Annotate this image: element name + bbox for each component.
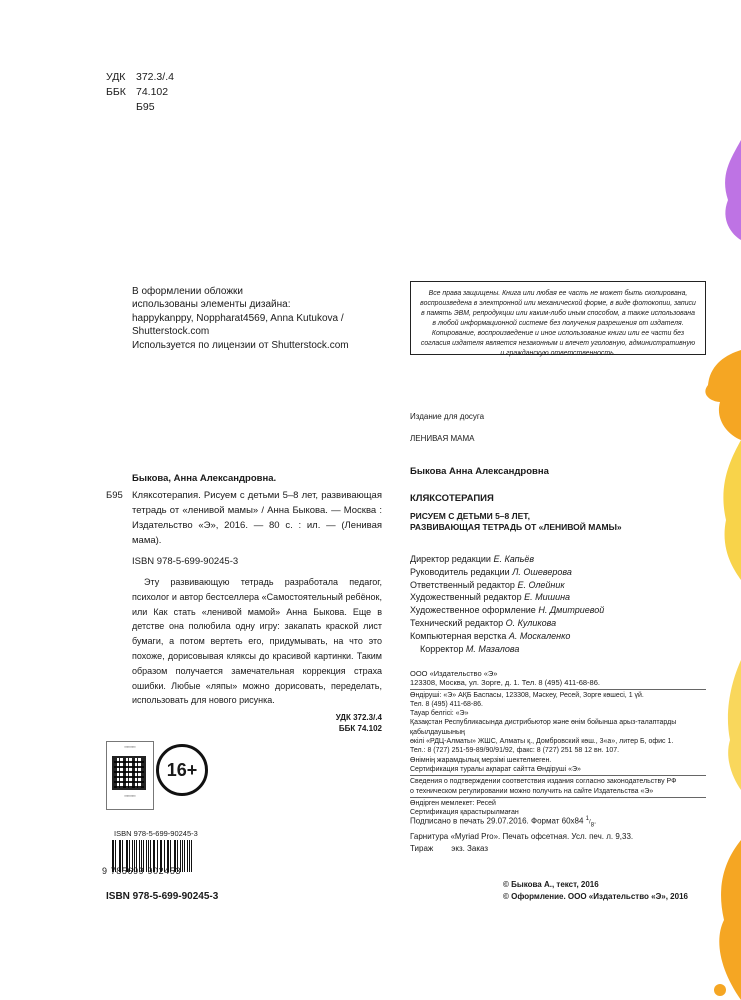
bbk-key: ББК <box>106 86 126 98</box>
bbk-row <box>106 85 174 100</box>
publisher-kz-line: өкілі «РДЦ-Алматы» ЖШС, Алматы қ., Домбровский көш., 3«а», литер Б, офис 1. <box>410 738 674 746</box>
print-line-1: Подписано в печать 29.07.2016. Формат 60x84 $^1/_8$. <box>410 816 597 829</box>
print-info <box>410 813 706 855</box>
author-sign-value: Б95 <box>136 101 155 113</box>
series-name: ЛЕНИВАЯ МАМА <box>410 434 475 443</box>
divider <box>410 689 706 690</box>
catalog-entry <box>106 488 382 548</box>
staff-row <box>410 604 710 617</box>
catalog-author: Быкова, Анна Александровна. <box>132 473 277 484</box>
staff-role: Корректор <box>420 643 464 654</box>
staff-row <box>410 643 710 656</box>
staff-person: М. Мазалова <box>465 643 520 654</box>
publisher-kz-line: Сертификация қарастырылмаған <box>410 809 519 817</box>
format-fraction-num: 1 <box>585 816 590 822</box>
publisher-cert-line: Сведения о подтверждении соответствия издания согласно законодательству РФ <box>410 778 677 786</box>
cert-tiny-bottom: ▪▪▪▪▪▪▪▪▪ <box>124 794 136 798</box>
staff-row <box>410 566 710 579</box>
catalog-bbk: ББК 74.102 <box>338 724 382 734</box>
udk-key: УДК <box>106 71 126 83</box>
right-author: Быкова Анна Александровна <box>410 466 549 477</box>
catalog-entry-text: Кляксотерапия. Рисуем с детьми 5–8 лет, развивающая тетрадь от «ленивой мамы» / Анна Быкова. — Москва : Издательство «Э», 2016. — 80 с. : ил. — (Ленивая мама). <box>132 490 382 546</box>
credits-line: использованы элементы дизайна: <box>132 299 291 311</box>
catalog-description: Эту развивающую тетрадь разработала педагог, психолог и автор бестселлера «Самостоятельный ребёнок, или Как стать «ленивой мамой» Анна Быкова. Еще в детстве она полюбила одну игру: закапать краской лист бумаги, а потом вертеть его, придумывать, на что это похоже, дорисовывая кляксы до красивой картинки. Таким образом получается замечательная коррекция страха ошибки. Любые «ляпы» можно дорисовать, переделать, использовать для нового рисунка. <box>132 577 382 706</box>
catalog-codes <box>106 712 382 738</box>
orange-drop <box>714 984 726 996</box>
publisher-kz-line: Қазақстан Республикасында дистрибьютор және өнім бойынша арыз-талаптарды қабылдаушының <box>410 719 677 736</box>
udk-block <box>106 70 174 115</box>
paint-splash-decoration <box>690 140 741 1000</box>
credits-line: happykanppy, Noppharat4569, Anna Kutukova / <box>132 312 344 324</box>
bbk-value: 74.102 <box>136 86 169 98</box>
staff-person: Е. Олейник <box>517 579 565 590</box>
staff-person: Е. Мишина <box>524 592 571 603</box>
author-sign-key <box>106 100 136 115</box>
publisher-name: ООО «Издательство «Э» <box>410 669 498 678</box>
print-format: Подписано в печать 29.07.2016. Формат 60x84 <box>410 816 584 826</box>
catalog-card <box>106 472 382 738</box>
yellow-splash <box>728 660 741 790</box>
staff-role: Технический редактор <box>410 617 504 628</box>
staff-role: Художественное оформление <box>410 605 536 616</box>
print-line-2: Гарнитура «Myriad Pro». Печать офсетная. Усл. печ. л. 9,33. <box>410 832 634 842</box>
right-subtitle-1: РИСУЕМ С ДЕТЬМИ 5–8 ЛЕТ, <box>410 511 530 521</box>
publisher-cert-line: о техническом регулировании можно получить на сайте Издательства «Э» <box>410 787 654 795</box>
orange-splash <box>719 840 741 1000</box>
age-rating-badge: 16+ <box>156 744 208 796</box>
udk-row <box>106 70 174 85</box>
catalog-code: Б95 <box>106 490 123 501</box>
staff-row <box>410 591 710 604</box>
publisher-kz-line: Тауар белгісі: «Э» <box>410 710 469 718</box>
divider <box>410 797 706 798</box>
right-subtitle-2: РАЗВИВАЮЩАЯ ТЕТРАДЬ ОТ «ЛЕНИВОЙ МАМЫ» <box>410 522 622 532</box>
barcode-isbn-top: ISBN 978-5-699-90245-3 <box>114 829 198 838</box>
format-fraction-den: 8 <box>590 822 595 829</box>
staff-person: А. Москаленко <box>508 630 571 641</box>
staff-person: Л. Ошеверова <box>512 566 572 577</box>
print-line-3 <box>410 843 706 855</box>
author-sign-row <box>106 100 174 115</box>
cert-tiny-top: ▪▪▪▪▪▪▪▪▪ <box>124 745 136 749</box>
staff-role: Ответственный редактор <box>410 579 515 590</box>
publisher-kz-line: Өндіруші: «Э» АҚБ Баспасы, 123308, Мәскеу, Ресей, Зорге көшесі, 1 үй. <box>410 691 644 699</box>
publisher-kz-line: Өндірген мемлекет: Ресей <box>410 799 496 807</box>
publisher-kz-line: Өнімнің жарамдылық мерзімі шектелмеген. <box>410 756 552 764</box>
catalog-isbn: ISBN 978-5-699-90245-3 <box>132 556 239 567</box>
copyright-line: © Оформление. ООО «Издательство «Э», 2016 <box>503 892 688 901</box>
publisher-kz-line: Сертификация туралы ақпарат сайтта Өндіруші «Э» <box>410 765 581 773</box>
isbn-bottom: ISBN 978-5-699-90245-3 <box>106 891 219 902</box>
credits-line: Shutterstock.com <box>132 326 210 338</box>
staff-role: Компьютерная верстка <box>410 630 507 641</box>
edition-type: Издание для досуга <box>410 412 485 421</box>
publisher-kz-line: Тел.: 8 (727) 251-59-89/90/91/92, факс: 8 (727) 251 58 12 вн. 107. <box>410 747 620 755</box>
staff-role: Художественный редактор <box>410 592 522 603</box>
credits-line: Используется по лицензии от Shutterstock.com <box>132 339 349 351</box>
staff-role: Директор редакции <box>410 554 491 564</box>
divider <box>410 775 706 776</box>
certification-box <box>106 741 154 810</box>
staff-row <box>410 579 710 592</box>
catalog-udk: УДК 372.3/.4 <box>335 713 382 723</box>
publisher-address: 123308, Москва, ул. Зорге, д. 1. Тел. 8 (495) 411-68-86. <box>410 678 600 688</box>
staff-list <box>410 553 710 655</box>
qr-code-icon <box>112 756 146 790</box>
credits-line: В оформлении обложки <box>132 286 243 297</box>
staff-person: О. Куликова <box>505 617 557 628</box>
right-title: КЛЯКСОТЕРАПИЯ <box>410 493 494 504</box>
staff-person: Е. Капьёв <box>493 554 535 564</box>
orange-splash <box>705 350 741 440</box>
staff-row <box>410 617 710 630</box>
staff-person: Н. Дмитриевой <box>538 605 605 616</box>
circulation-label: Тираж <box>410 844 434 854</box>
publisher-info <box>410 669 706 817</box>
staff-row <box>410 630 710 643</box>
yellow-splash <box>723 440 741 580</box>
copyright-block <box>503 879 688 903</box>
cover-credits <box>132 285 392 352</box>
staff-role: Руководитель редакции <box>410 566 510 577</box>
barcode-bar <box>182 840 183 872</box>
copyright-line: © Быкова А., текст, 2016 <box>503 880 599 889</box>
rights-notice-box: Все права защищены. Книга или любая ее часть не может быть скопирована, воспроизведена в электронной или механической форме, в виде фотокопии, записи в память ЭВМ, репродукции или каким-либо иным способом, а также использована в любой информационной системе без получения разрешения от издателя. Копирование, воспроизведение и иное использование книги или ее части без согласия издателя является незаконным и влечет уголовную, административную и гражданскую ответственность. <box>410 281 706 355</box>
publisher-kz-line: Тел. 8 (495) 411-68-86. <box>410 700 483 708</box>
staff-row <box>410 553 710 566</box>
order-label: экз. Заказ <box>451 844 489 854</box>
barcode-digits: 9 785699 902453 <box>102 866 182 876</box>
udk-value: 372.3/.4 <box>136 71 174 83</box>
purple-splash <box>725 140 741 240</box>
